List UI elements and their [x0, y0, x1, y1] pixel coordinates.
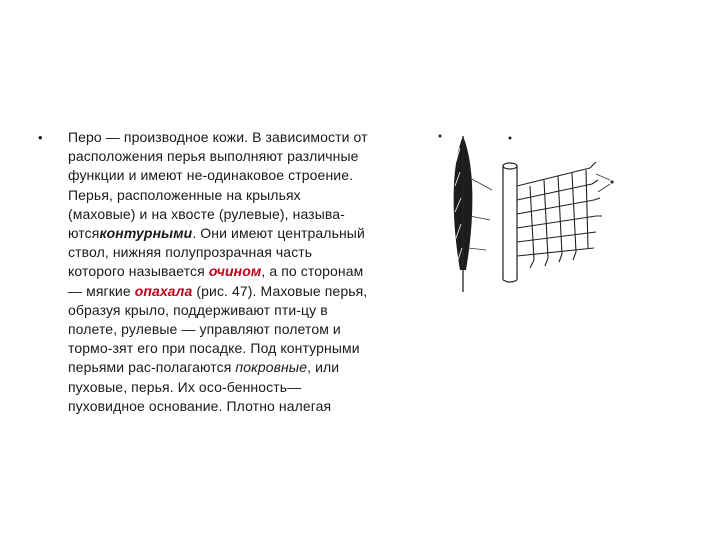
- term-pokrovnye: покровные: [235, 359, 308, 376]
- bullet-marker: •: [38, 130, 43, 145]
- term-opahala: опахала: [134, 282, 193, 299]
- barbs-grid-illustration: [517, 162, 602, 268]
- text-part-4: (рис. 47). Маховые перья, образуя крыло, поддерживают пти-цу в полете, рулевые — управляют полетом и тормо-зят его при посадке. Под контурными перьями рас-полагаются: [68, 282, 368, 376]
- feather-illustration: [439, 135, 512, 293]
- body-paragraph: [68, 128, 368, 416]
- term-contour: контурными: [99, 225, 193, 242]
- text-part-2: . Они имеют центральный ствол, нижняя полупрозрачная часть которого называется: [68, 225, 365, 280]
- text-part-5: , или пуховые, перья. Их осо-бенность—пуховидное основание. Плотно налегая: [68, 359, 340, 414]
- text-part-1: Перо — производное кожи. В зависимости от расположения перья выполняют различные функции и имеют не-одинаковое строение. Перья, расположенные на крыльях (маховые) и на хвосте (рулевые), называ-ются: [68, 129, 368, 242]
- rachis-illustration: [503, 163, 517, 282]
- term-ochin: очином: [208, 263, 262, 280]
- text-part-3: , а по сторонам — мягкие: [68, 263, 364, 299]
- feather-structure-figure: [430, 128, 620, 298]
